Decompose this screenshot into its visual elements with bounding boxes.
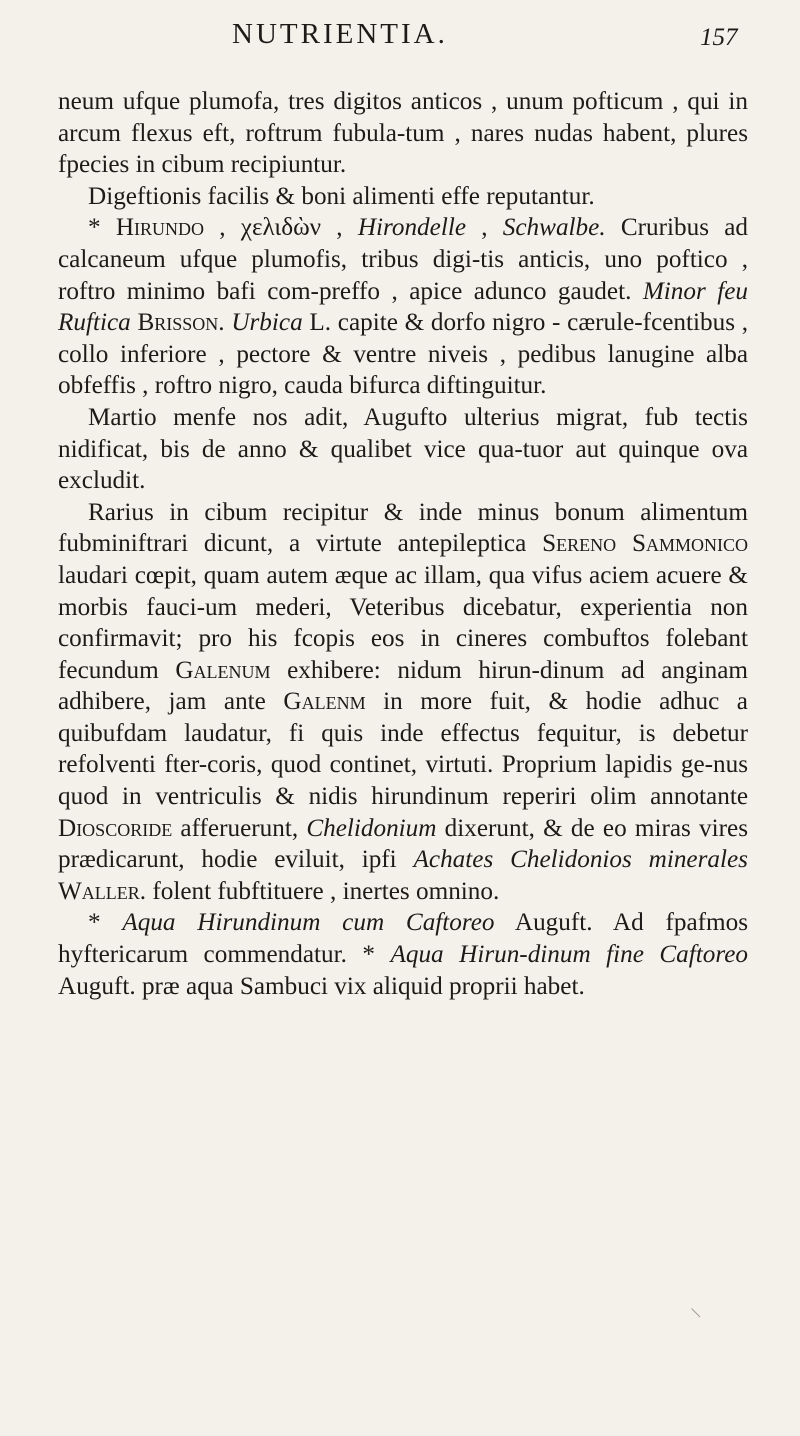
italic-text: Chelidonium [306,814,437,842]
italic-text: Aqua Hirun-dinum fine Caftoreo [390,941,748,969]
italic-text: Achates Chelidonios minerales [413,846,748,874]
running-head [0,12,800,62]
text-run: laudari cœpit, quam autem æque ac illam, qua vifus aciem acuere & morbis fauci-um mederi, Veteribus dicebatur, experientia non confirmavit; pro his fcopis eos in cineres combuftos folebant fecundum [58,561,748,684]
text-body [58,86,748,1002]
text-run: * [88,909,123,937]
paragraph [58,497,748,908]
text-run: Auguft. præ aqua Sambuci vix aliquid proprii habet. [58,972,585,1000]
small-caps-text: Galenm [283,688,366,716]
small-caps-text: Galenum [175,656,271,684]
paragraph [58,181,748,213]
text-run: * [88,214,116,242]
text-run: dixerunt, & de eo miras vires prædicarunt, hodie eviluit, ipfi [58,814,748,874]
italic-text: Aqua Hirundinum cum Caftoreo [122,909,495,937]
italic-text: Minor feu Ruftica [58,277,748,337]
small-caps-text: Sereno Sammonico [542,530,748,558]
text-run: Digeftionis facilis & boni alimenti effe reputantur. [88,182,595,210]
text-run: Rarius in cibum recipitur & inde minus bonum alimentum fubminiftrari dicunt, a virtute antepileptica [58,498,748,558]
italic-text: Urbica [231,309,303,337]
paragraph [58,212,748,402]
small-caps-text: Waller. [58,877,147,905]
text-run: folent fubftituere , inertes omnino. [146,877,500,905]
text-run: afferuerunt, [172,814,307,842]
text-run: exhibere: nidum hirun-dinum ad anginam adhibere, jam ante [58,656,748,716]
running-title: NUTRIENTIA. [232,18,448,50]
text-run: Martio menfe nos adit, Augufto ulterius migrat, fub tectis nidificat, bis de anno & qualibet vice qua-tuor aut quinque ova excludit. [58,403,748,495]
text-run: Auguft. Ad fpafmos hyftericarum commendatur. * [58,909,748,969]
text-run: L. capite & dorfo nigro - cærule-fcentibus , collo inferiore , pectore & ventre niveis , pedibus lanugine alba obfeffis , roftro nigro, cauda bifurca diftinguitur. [58,309,749,400]
small-caps-text: Brisson. [137,309,225,337]
paragraph [58,907,748,1002]
stray-mark-icon [691,1300,709,1318]
text-run: in more fuit, & hodie adhuc a quibufdam laudatur, fi quis inde effectus fequitur, is debetur refolventi fter-coris, quod continet, virtuti. Proprium lapidis ge-nus quod in ventriculis & nidis hirundinum reperiri olim annotante [58,688,748,811]
small-caps-text: Dioscoride [58,814,173,842]
paragraph [58,86,748,181]
text-run: , [466,214,503,242]
italic-text: Schwalbe. [502,214,606,242]
text-run: , χελιδὼν , [204,214,358,242]
text-run: Cruribus ad calcaneum ufque plumofis, tribus digi-tis anticis, uno poftico , roftro minimo bafi com-preffo , apice adunco gaudet. [58,214,749,305]
page-number: 157 [700,24,738,51]
text-run: neum ufque plumofa, tres digitos anticos , unum pofticum , qui in arcum flexus eft, roftrum fubula-tum , nares nudas habent, plures fpecies in cibum recipiuntur. [58,88,748,179]
small-caps-text: Hirundo [115,214,205,242]
paragraph [58,402,748,497]
italic-text: Hirondelle [357,214,467,242]
